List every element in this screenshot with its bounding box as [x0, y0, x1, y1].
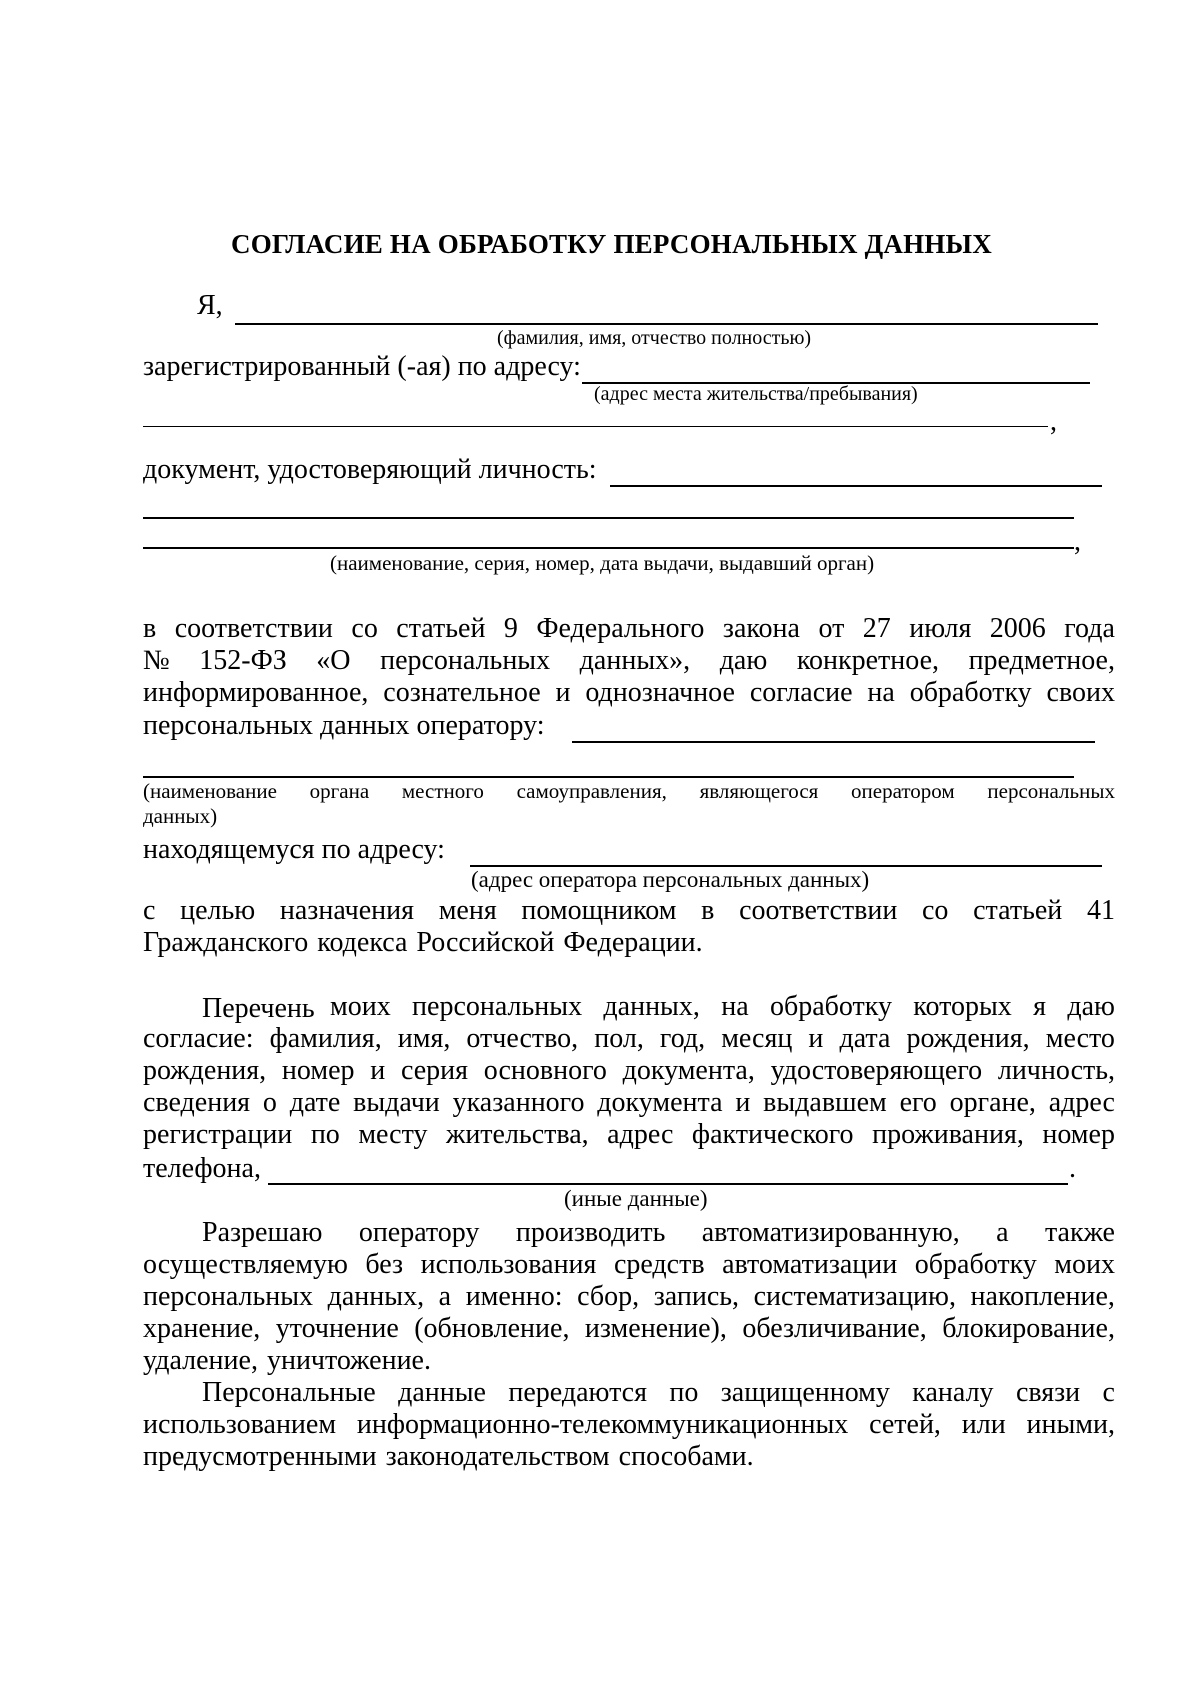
- word: запись,: [653, 1281, 740, 1312]
- word: которых: [913, 991, 1012, 1022]
- page-title: СОГЛАСИЕ НА ОБРАБОТКУ ПЕРСОНАЛЬНЫХ ДАННЫХ: [231, 229, 992, 259]
- word: отчество,: [466, 1023, 579, 1054]
- word: автоматизированную,: [701, 1217, 960, 1248]
- data-list-paragraph: [330, 991, 1115, 1023]
- text-line: [143, 1249, 1115, 1281]
- word: органе,: [949, 1087, 1036, 1118]
- word: дате: [289, 1087, 341, 1118]
- document-field[interactable]: [610, 485, 1102, 487]
- consent-row: [143, 677, 1115, 709]
- word: персональных: [987, 779, 1115, 803]
- word: хранение,: [143, 1313, 261, 1344]
- word: блокирование,: [942, 1313, 1115, 1344]
- word: обработку: [914, 1249, 1037, 1280]
- word: персональных: [412, 991, 583, 1022]
- word: автоматизации: [722, 1249, 898, 1280]
- word: соответствии: [739, 895, 898, 926]
- word: уничтожение.: [266, 1345, 431, 1376]
- word: на: [867, 677, 895, 708]
- word: конкретное,: [796, 645, 940, 676]
- word: обезличивание,: [742, 1313, 927, 1344]
- word: Гражданского: [143, 927, 309, 958]
- word: личность,: [997, 1055, 1115, 1086]
- word: самоуправления,: [516, 779, 667, 803]
- word: данных,: [603, 991, 700, 1022]
- word: сознательное: [383, 677, 541, 708]
- word: (наименование: [143, 779, 277, 803]
- operator-caption: [143, 779, 1115, 829]
- word: осуществляемую: [143, 1249, 348, 1280]
- text-line: [143, 895, 1115, 927]
- text-line: [330, 991, 1115, 1023]
- word: способами.: [618, 1441, 754, 1472]
- word: использования: [420, 1249, 597, 1280]
- text-line: [143, 1087, 1115, 1119]
- text-line: [202, 1377, 1115, 1409]
- word: в: [143, 613, 157, 644]
- registered-label: зарегистрированный (-ая) по адресу:: [143, 351, 581, 382]
- word: защищенному: [720, 1377, 890, 1408]
- word: закона: [722, 613, 800, 644]
- word: 41: [1086, 895, 1115, 926]
- word: кодекса: [317, 927, 408, 958]
- word: иными,: [1026, 1409, 1115, 1440]
- word: года: [1064, 613, 1115, 644]
- text-line: [143, 1119, 1115, 1151]
- word: обработку: [909, 677, 1032, 708]
- word: моих: [1054, 1249, 1115, 1280]
- word: статьей: [396, 613, 486, 644]
- located-label: находящемуся по адресу:: [143, 834, 445, 865]
- word: адрес: [1048, 1087, 1115, 1118]
- permission-paragraph: [202, 1217, 1115, 1249]
- word: помощником: [521, 895, 677, 926]
- word: по: [669, 1377, 699, 1408]
- transfer-paragraph-rows: [143, 1409, 1115, 1473]
- text-line: [143, 1281, 1115, 1313]
- word: также: [1044, 1217, 1115, 1248]
- document-field-line-3[interactable]: [143, 547, 1074, 549]
- word: Разрешаю: [202, 1217, 323, 1248]
- word: своих: [1046, 677, 1115, 708]
- word: дата: [839, 1023, 891, 1054]
- word: проживания,: [872, 1119, 1024, 1150]
- consent-row: [143, 645, 1115, 677]
- word: место: [1045, 1023, 1115, 1054]
- word: документа: [597, 1087, 723, 1118]
- word: и: [555, 677, 571, 708]
- word: моих: [330, 991, 391, 1022]
- ya-label: Я,: [197, 290, 223, 321]
- word: документа,: [622, 1055, 755, 1086]
- word: жительства,: [445, 1119, 589, 1150]
- word: 2006: [989, 613, 1046, 644]
- consent-paragraph: [143, 613, 1115, 709]
- word: предусмотренными: [143, 1441, 377, 1472]
- word: использованием: [143, 1409, 337, 1440]
- text-line: [143, 1345, 1115, 1377]
- word: номер: [1042, 1119, 1115, 1150]
- text-line: [143, 1023, 1115, 1055]
- fio-field[interactable]: [235, 323, 1098, 325]
- transfer-paragraph: [202, 1377, 1115, 1409]
- text-line: [143, 779, 1115, 804]
- word: данных»,: [579, 645, 691, 676]
- word: соответствии: [174, 613, 333, 644]
- word: сетей,: [869, 1409, 941, 1440]
- word: меня: [438, 895, 497, 926]
- text-line: [143, 804, 1115, 829]
- word: информационно-телекоммуникационных: [356, 1409, 849, 1440]
- word: предметное,: [968, 645, 1115, 676]
- word: рождения,: [143, 1055, 267, 1086]
- word: средств: [613, 1249, 705, 1280]
- word: уточнение: [275, 1313, 399, 1344]
- word: его: [899, 1087, 937, 1118]
- address-caption: (адрес места жительства/пребывания): [594, 383, 918, 405]
- text-line: [143, 1409, 1115, 1441]
- permission-paragraph-rows: [143, 1249, 1115, 1377]
- word: указанного: [452, 1087, 585, 1118]
- word: сведения: [143, 1087, 251, 1118]
- word: месяц: [721, 1023, 793, 1054]
- word: Персональные: [202, 1377, 376, 1408]
- word: целью: [180, 895, 256, 926]
- word: в: [701, 895, 715, 926]
- word: данных,: [327, 1281, 425, 1312]
- address-comma: ,: [1050, 406, 1057, 437]
- word: (обновление,: [414, 1313, 570, 1344]
- word: на: [721, 991, 749, 1022]
- text-line: [143, 927, 1115, 959]
- word: фактического: [691, 1119, 854, 1150]
- word: статьей: [973, 895, 1063, 926]
- word: со: [351, 613, 378, 644]
- purpose-paragraph: [143, 895, 1115, 959]
- text-line: [143, 1313, 1115, 1345]
- word: Федерации.: [563, 927, 703, 958]
- word: информированное,: [143, 677, 369, 708]
- word: основного: [483, 1055, 607, 1086]
- word: сбор,: [577, 1281, 640, 1312]
- word: оператором: [851, 779, 955, 803]
- word: удаление,: [143, 1345, 258, 1376]
- word: персональных: [143, 1281, 314, 1312]
- data-list-first-word: Перечень: [202, 993, 315, 1024]
- word: со: [922, 895, 949, 926]
- word: производить: [515, 1217, 666, 1248]
- word: год,: [659, 1023, 706, 1054]
- word: «О: [316, 645, 351, 676]
- document-field-line-2[interactable]: [143, 517, 1074, 519]
- word: по: [310, 1119, 340, 1150]
- word: 27: [862, 613, 891, 644]
- word: оператору: [358, 1217, 480, 1248]
- word: именно:: [465, 1281, 563, 1312]
- word: являющегося: [699, 779, 819, 803]
- word: согласие: [749, 677, 853, 708]
- word: выдачи: [353, 1087, 440, 1118]
- word: а: [438, 1281, 452, 1312]
- operator-name-field-line-2[interactable]: [143, 776, 1074, 778]
- word: или: [961, 1409, 1006, 1440]
- word: регистрации: [143, 1119, 293, 1150]
- word: согласие:: [143, 1023, 254, 1054]
- word: адрес: [607, 1119, 674, 1150]
- text-line: [143, 1055, 1115, 1087]
- word: а: [996, 1217, 1009, 1248]
- text-line: [202, 1217, 1115, 1249]
- word: данных): [143, 804, 218, 828]
- document-comma: ,: [1074, 526, 1081, 557]
- word: накопление,: [970, 1281, 1115, 1312]
- document-label: документ, удостоверяющий личность:: [143, 454, 597, 485]
- word: фамилия,: [269, 1023, 382, 1054]
- other-data-field[interactable]: [268, 1183, 1068, 1185]
- word: связи: [1015, 1377, 1081, 1408]
- consent-row: [143, 613, 1115, 645]
- word: с: [1102, 1377, 1115, 1408]
- word: и: [735, 1087, 751, 1118]
- word: 152-ФЗ: [199, 645, 287, 676]
- other-data-caption: (иные данные): [564, 1186, 708, 1211]
- word: однозначное: [585, 677, 735, 708]
- operator-label: персональных данных оператору:: [143, 710, 545, 741]
- word: номер: [281, 1055, 355, 1086]
- word: и: [370, 1055, 386, 1086]
- word: персональных: [380, 645, 551, 676]
- registration-address-continued-field[interactable]: [143, 426, 1048, 427]
- word: Федерального: [536, 613, 705, 644]
- data-list-paragraph-rows: [143, 1023, 1115, 1151]
- phone-period: .: [1069, 1153, 1076, 1184]
- word: выдавшем: [763, 1087, 887, 1118]
- word: имя,: [397, 1023, 451, 1054]
- operator-address-caption: (адрес оператора персональных данных): [471, 867, 870, 892]
- word: рождения,: [906, 1023, 1030, 1054]
- word: без: [365, 1249, 404, 1280]
- word: местного: [401, 779, 484, 803]
- operator-name-field[interactable]: [572, 741, 1095, 743]
- word: я: [1033, 991, 1046, 1022]
- word: обработку: [769, 991, 892, 1022]
- word: о: [262, 1087, 277, 1118]
- word: №: [143, 645, 170, 676]
- word: 9: [503, 613, 518, 644]
- word: систематизацию,: [753, 1281, 956, 1312]
- word: передаются: [508, 1377, 647, 1408]
- phone-label: телефона,: [143, 1153, 261, 1184]
- word: пол,: [594, 1023, 644, 1054]
- word: изменение),: [584, 1313, 727, 1344]
- word: июля: [909, 613, 972, 644]
- word: Российской: [416, 927, 555, 958]
- word: серия: [400, 1055, 469, 1086]
- word: даю: [719, 645, 768, 676]
- word: месту: [358, 1119, 428, 1150]
- word: каналу: [912, 1377, 994, 1408]
- word: удостоверяющего: [770, 1055, 983, 1086]
- word: даю: [1067, 991, 1115, 1022]
- word: законодательством: [385, 1441, 610, 1472]
- fio-caption: (фамилия, имя, отчество полностью): [497, 327, 812, 349]
- word: органа: [309, 779, 370, 803]
- word: данные: [398, 1377, 486, 1408]
- word: назначения: [279, 895, 415, 926]
- text-line: [143, 1441, 1115, 1473]
- word: от: [818, 613, 845, 644]
- document-caption: (наименование, серия, номер, дата выдачи, выдавший орган): [330, 551, 875, 575]
- word: и: [808, 1023, 824, 1054]
- word: с: [143, 895, 156, 926]
